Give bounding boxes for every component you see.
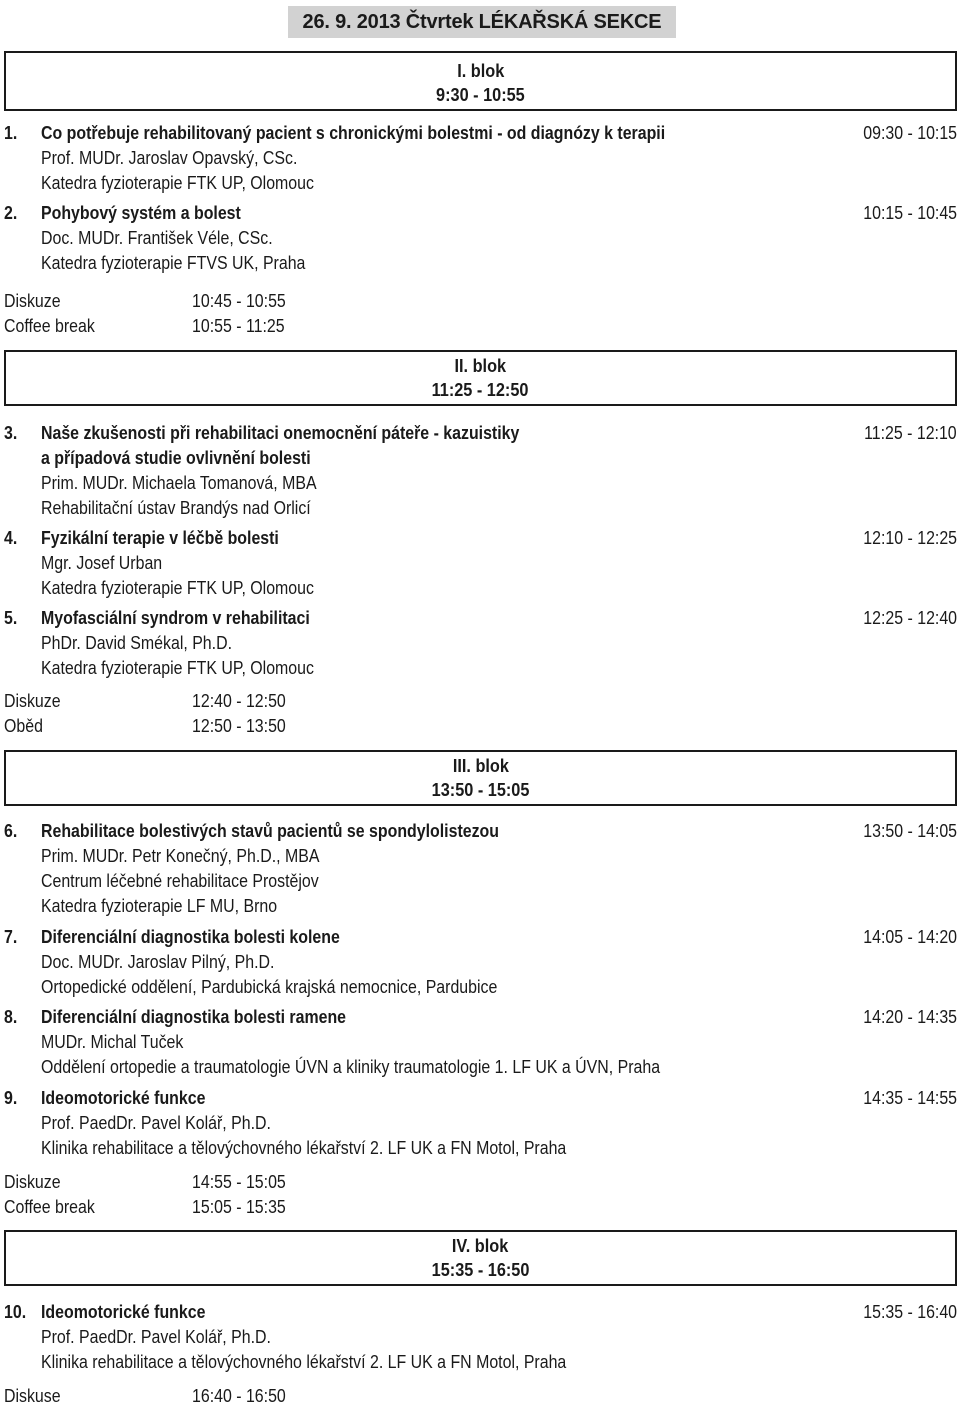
talk-affiliation: Centrum léčebné rehabilitace Prostějov bbox=[41, 870, 319, 891]
talk-time: 10:15 - 10:45 bbox=[863, 202, 957, 223]
talk-time: 14:05 - 14:20 bbox=[863, 926, 957, 947]
talk-title: Co potřebuje rehabilitovaný pacient s chronickými bolestmi - od diagnózy k terapii bbox=[41, 122, 666, 143]
talk-number: 5. bbox=[4, 607, 18, 628]
block-header-1 bbox=[4, 51, 957, 111]
break-time: 15:05 - 15:35 bbox=[192, 1196, 286, 1217]
talk-number: 7. bbox=[4, 926, 18, 947]
talk-title: Diferenciální diagnostika bolesti kolene bbox=[41, 926, 340, 947]
talk-number: 4. bbox=[4, 527, 18, 548]
block-time: 13:50 - 15:05 bbox=[431, 779, 530, 800]
break-time: 10:55 - 11:25 bbox=[192, 315, 285, 336]
talk-title: Myofasciální syndrom v rehabilitaci bbox=[41, 607, 310, 628]
talk-number: 6. bbox=[4, 820, 18, 841]
break-time: 14:55 - 15:05 bbox=[192, 1171, 286, 1192]
break-label: Coffee break bbox=[4, 315, 95, 336]
talk-title: Diferenciální diagnostika bolesti ramene bbox=[41, 1006, 347, 1027]
talk-speaker: PhDr. David Smékal, Ph.D. bbox=[41, 632, 233, 653]
block-header-3 bbox=[4, 750, 957, 806]
talk-number: 9. bbox=[4, 1087, 18, 1108]
talk-number: 10. bbox=[4, 1301, 27, 1322]
talk-time: 14:20 - 14:35 bbox=[863, 1006, 957, 1027]
talk-title: Fyzikální terapie v léčbě bolesti bbox=[41, 527, 279, 548]
talk-affiliation: Rehabilitační ústav Brandýs nad Orlicí bbox=[41, 497, 311, 518]
talk-affiliation: Katedra fyzioterapie FTK UP, Olomouc bbox=[41, 577, 314, 598]
talk-affiliation: Katedra fyzioterapie FTVS UK, Praha bbox=[41, 252, 306, 273]
break-label: Coffee break bbox=[4, 1196, 95, 1217]
talk-title: Ideomotorické funkce bbox=[41, 1087, 206, 1108]
block-time: 9:30 - 10:55 bbox=[436, 84, 525, 105]
talk-speaker: Prof. MUDr. Jaroslav Opavský, CSc. bbox=[41, 147, 298, 168]
talk-time: 12:25 - 12:40 bbox=[863, 607, 957, 628]
talk-speaker: Prof. PaedDr. Pavel Kolář, Ph.D. bbox=[41, 1112, 271, 1133]
talk-affiliation: Klinika rehabilitace a tělovýchovného lékařství 2. LF UK a FN Motol, Praha bbox=[41, 1137, 567, 1158]
talk-speaker: Prim. MUDr. Petr Konečný, Ph.D., MBA bbox=[41, 845, 320, 866]
talk-time: 13:50 - 14:05 bbox=[863, 820, 957, 841]
block-time: 11:25 - 12:50 bbox=[432, 379, 529, 400]
page-title: 26. 9. 2013 Čtvrtek LÉKAŘSKÁ SEKCE bbox=[302, 10, 662, 33]
block-time: 15:35 - 16:50 bbox=[431, 1259, 530, 1280]
break-time: 12:40 - 12:50 bbox=[192, 690, 286, 711]
talk-time: 11:25 - 12:10 bbox=[864, 422, 957, 443]
talk-time: 09:30 - 10:15 bbox=[863, 122, 957, 143]
talk-speaker: Prof. PaedDr. Pavel Kolář, Ph.D. bbox=[41, 1326, 271, 1347]
break-label: Diskuse bbox=[4, 1385, 61, 1406]
break-time: 12:50 - 13:50 bbox=[192, 715, 286, 736]
talk-affiliation: Katedra fyzioterapie FTK UP, Olomouc bbox=[41, 657, 314, 678]
page-header bbox=[288, 6, 676, 38]
talk-title: Rehabilitace bolestivých stavů pacientů se spondylolistezou bbox=[41, 820, 499, 841]
talk-speaker: MUDr. Michal Tuček bbox=[41, 1031, 184, 1052]
block-header-2 bbox=[4, 350, 957, 406]
talk-speaker: Prim. MUDr. Michaela Tomanová, MBA bbox=[41, 472, 317, 493]
talk-number: 2. bbox=[4, 202, 18, 223]
block-header-4 bbox=[4, 1230, 957, 1286]
talk-number: 1. bbox=[4, 122, 18, 143]
talk-number: 8. bbox=[4, 1006, 18, 1027]
break-time: 16:40 - 16:50 bbox=[192, 1385, 286, 1406]
talk-number: 3. bbox=[4, 422, 18, 443]
block-title: III. blok bbox=[452, 755, 509, 776]
talk-speaker: Doc. MUDr. Jaroslav Pilný, Ph.D. bbox=[41, 951, 275, 972]
talk-time: 15:35 - 16:40 bbox=[863, 1301, 957, 1322]
talk-affiliation: Ortopedické oddělení, Pardubická krajská nemocnice, Pardubice bbox=[41, 976, 498, 997]
talk-title: Naše zkušenosti při rehabilitaci onemocnění páteře - kazuistiky bbox=[41, 422, 520, 443]
talk-speaker: Doc. MUDr. František Véle, CSc. bbox=[41, 227, 273, 248]
break-label: Diskuze bbox=[4, 1171, 61, 1192]
break-time: 10:45 - 10:55 bbox=[192, 290, 286, 311]
talk-affiliation: Klinika rehabilitace a tělovýchovného lékařství 2. LF UK a FN Motol, Praha bbox=[41, 1351, 567, 1372]
talk-affiliation: Oddělení ortopedie a traumatologie ÚVN a kliniky traumatologie 1. LF UK a ÚVN, Praha bbox=[41, 1056, 661, 1077]
block-title: IV. blok bbox=[452, 1235, 509, 1256]
talk-speaker: Mgr. Josef Urban bbox=[41, 552, 163, 573]
break-label: Diskuze bbox=[4, 690, 61, 711]
talk-title: Pohybový systém a bolest bbox=[41, 202, 241, 223]
break-label: Diskuze bbox=[4, 290, 61, 311]
block-title: I. blok bbox=[456, 60, 505, 81]
break-label: Oběd bbox=[4, 715, 43, 736]
talk-time: 14:35 - 14:55 bbox=[863, 1087, 957, 1108]
talk-title: Ideomotorické funkce bbox=[41, 1301, 206, 1322]
block-title: II. blok bbox=[454, 355, 507, 376]
talk-affiliation: Katedra fyzioterapie FTK UP, Olomouc bbox=[41, 172, 314, 193]
talk-title-continued: a případová studie ovlivnění bolesti bbox=[41, 447, 311, 468]
talk-time: 12:10 - 12:25 bbox=[863, 527, 957, 548]
talk-affiliation: Katedra fyzioterapie LF MU, Brno bbox=[41, 895, 278, 916]
